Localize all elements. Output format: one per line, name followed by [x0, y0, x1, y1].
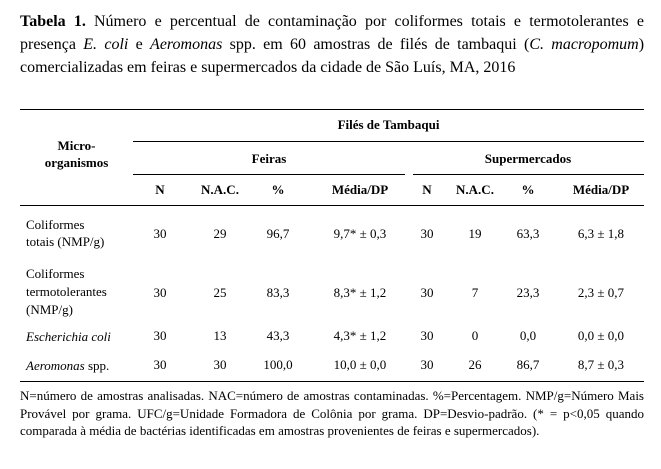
- table-cell: 9,7* ± 0,3: [333, 226, 387, 241]
- table-cell: 30: [153, 226, 167, 241]
- row-label-italic: Aeromonas: [26, 358, 85, 373]
- header-bottom-rule: [20, 205, 644, 206]
- table-top-rule: [20, 109, 644, 110]
- table-caption: [20, 10, 644, 79]
- row-label: totais (NMP/g): [26, 234, 105, 249]
- table-cell: 13: [213, 328, 227, 343]
- caption-text-4: ) comercializadas em feiras e supermercados da cidade de São Luís, MA, 2016: [20, 36, 645, 76]
- table-cell: 63,3: [516, 226, 540, 241]
- group-header: Filés de Tambaqui: [337, 117, 440, 132]
- table-cell: 30: [153, 285, 167, 300]
- table-bottom-rule: [20, 381, 644, 382]
- col-header-pct-super: %: [521, 182, 535, 197]
- caption-text-3: spp. em 60 amostras de filés de tambaqui (: [222, 36, 530, 53]
- table-cell: 8,3* ± 1,2: [333, 285, 387, 300]
- row-label: Coliformes: [26, 217, 85, 232]
- col-header-n-super: N: [422, 182, 432, 197]
- supermercados-header: Supermercados: [484, 151, 572, 166]
- col-header-pct-feiras: %: [271, 182, 285, 197]
- table-cell: 8,7 ± 0,3: [577, 357, 625, 372]
- caption-label: Tabela 1.: [20, 13, 86, 30]
- row-label: Escherichia coli: [26, 329, 111, 344]
- table-cell: 43,3: [266, 328, 290, 343]
- col-header-media-feiras: Média/DP: [331, 182, 389, 197]
- table-cell: 83,3: [266, 285, 290, 300]
- table-cell: 2,3 ± 0,7: [577, 285, 625, 300]
- table-cell: 4,3* ± 1,2: [333, 328, 387, 343]
- table-cell: 19: [468, 226, 482, 241]
- row-label: termotolerantes: [26, 284, 107, 299]
- supermercados-rule: [413, 174, 644, 175]
- col-header-nac-feiras: N.A.C.: [201, 182, 239, 197]
- feiras-rule: [133, 174, 405, 175]
- caption-aeromonas: Aeromonas: [150, 36, 223, 53]
- col-header-n-feiras: N: [155, 182, 165, 197]
- table-cell: 30: [420, 226, 434, 241]
- table-cell: 30: [213, 357, 227, 372]
- table-cell: 30: [420, 328, 434, 343]
- table-cell: 29: [213, 226, 227, 241]
- row-label: [26, 357, 109, 374]
- table-cell: 23,3: [516, 285, 540, 300]
- caption-text-2: e: [128, 36, 151, 53]
- caption-text: Número e percentual de contaminação por coliformes totais e termotolerantes e presença: [20, 13, 644, 53]
- table-cell: 30: [420, 357, 434, 372]
- table-cell: 7: [471, 285, 479, 300]
- table-cell: 10,0 ± 0,0: [333, 357, 387, 372]
- table-cell: 25: [213, 285, 227, 300]
- row-label: (NMP/g): [26, 302, 73, 317]
- caption-species: C. macropomum: [529, 36, 639, 53]
- table-footnote: N=número de amostras analisadas. NAC=número de amostras contaminadas. %=Percentagem. NMP/g=Número Mais Provável por grama. UFC/g=Unidade Formadora de Colônia por grama. DP=Desvio-padrão. (* = p<0,05 quando comparada à média de bactérias identificadas em amostras provenientes de feiras e supermercados).: [20, 388, 644, 438]
- table-cell: 0,0: [519, 328, 537, 343]
- table-cell: 30: [153, 357, 167, 372]
- table-cell: 30: [153, 328, 167, 343]
- row-label: Coliformes: [26, 266, 85, 281]
- group-header-rule: [133, 141, 644, 142]
- feiras-header: Feiras: [251, 151, 287, 166]
- table-cell: 0,0 ± 0,0: [577, 328, 625, 343]
- table-cell: 96,7: [266, 226, 290, 241]
- table-cell: 100,0: [263, 357, 293, 372]
- table-cell: 26: [468, 357, 482, 372]
- table-cell: 6,3 ± 1,8: [577, 226, 625, 241]
- row-header-line2: organismos: [44, 155, 109, 170]
- caption-ecoli: E. coli: [83, 36, 129, 53]
- table-cell: 0: [471, 328, 479, 343]
- table-cell: 86,7: [516, 357, 540, 372]
- row-header-line1: Micro-: [57, 138, 96, 153]
- col-header-nac-super: N.A.C.: [456, 182, 494, 197]
- col-header-media-super: Média/DP: [572, 182, 630, 197]
- table-cell: 30: [420, 285, 434, 300]
- row-label-rest: spp.: [84, 358, 110, 373]
